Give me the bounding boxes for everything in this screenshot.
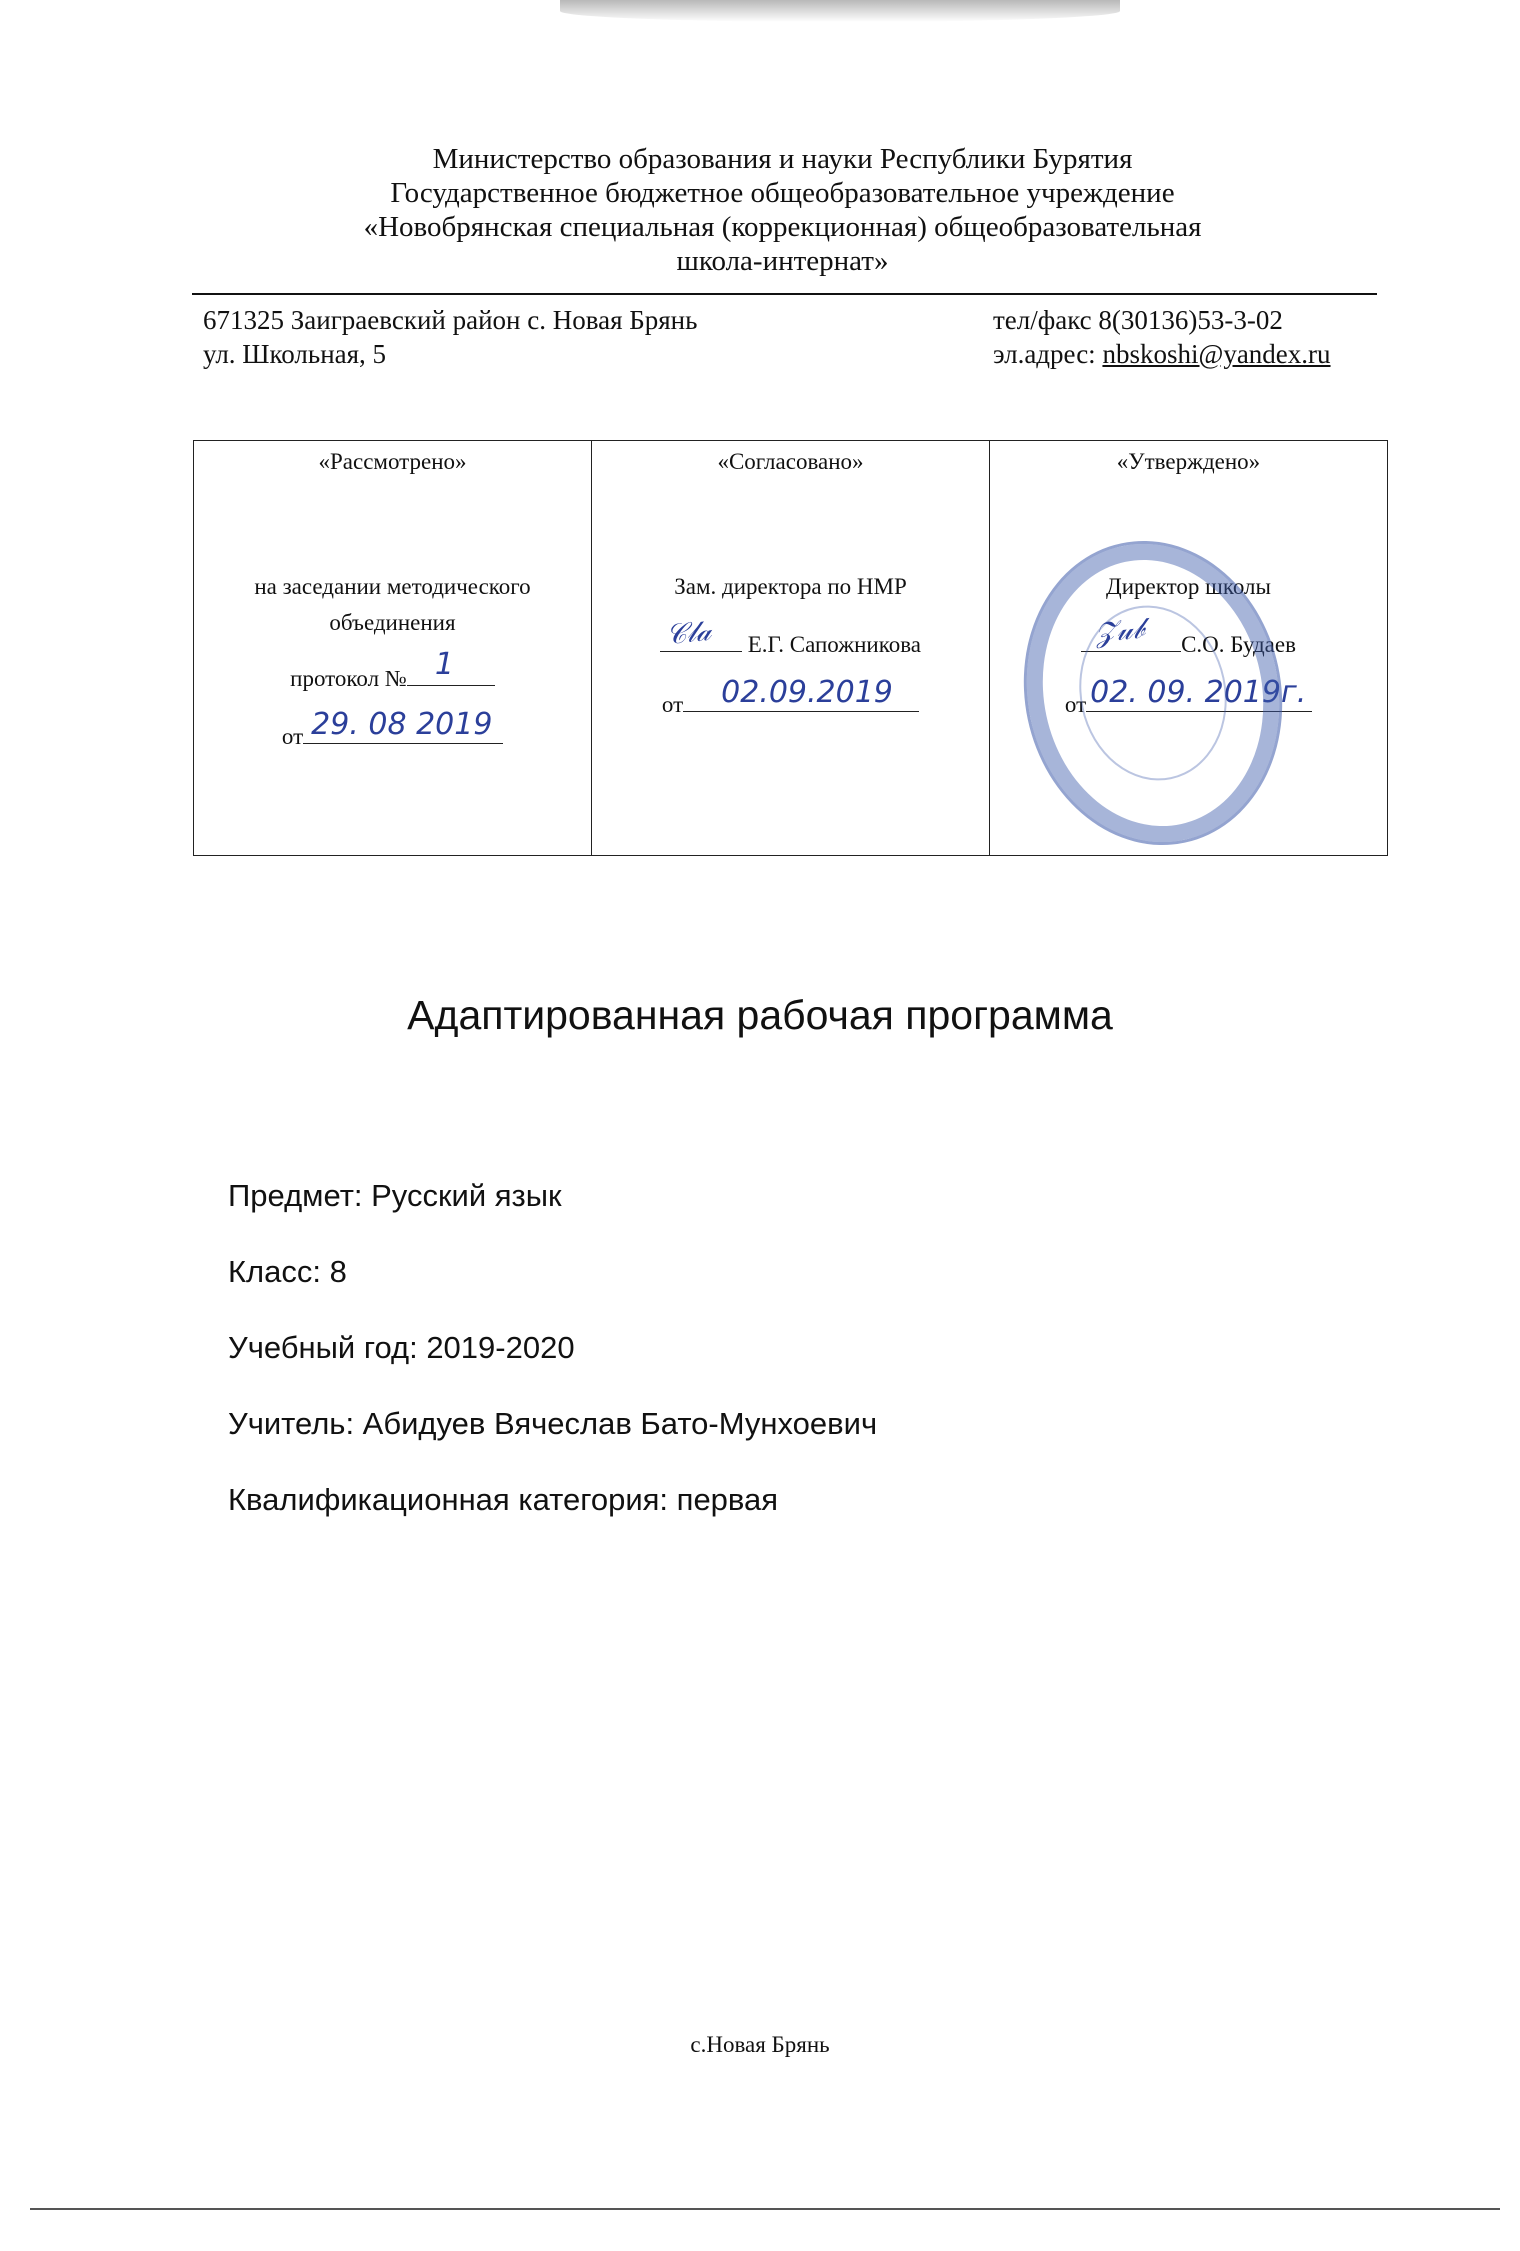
class-line: Класс: 8 xyxy=(228,1254,347,1289)
agreed-cell xyxy=(592,441,990,856)
protocol-label: протокол № xyxy=(290,666,407,691)
considered-date-field xyxy=(303,707,503,744)
agreed-date-label: от xyxy=(661,692,684,717)
approved-signature-row xyxy=(990,611,1387,663)
considered-date-row xyxy=(194,707,591,755)
protocol-row xyxy=(194,647,591,697)
scan-edge-line xyxy=(30,2208,1500,2210)
agreed-heading: «Согласовано» xyxy=(717,449,864,474)
school-year-line: Учебный год: 2019-2020 xyxy=(228,1330,575,1365)
institution-header xyxy=(190,142,1375,278)
agreed-signature-icon: 𝒞𝓁𝒶 xyxy=(664,613,713,652)
agreed-date-handwritten: 02.09.2019 xyxy=(721,675,893,710)
approved-cell xyxy=(990,441,1388,856)
header-line-3: «Новобрянская специальная (коррекционная) общеобразовательная xyxy=(363,211,1202,243)
document-title: Адаптированная рабочая программа xyxy=(407,992,1113,1038)
protocol-field xyxy=(407,647,495,686)
address-line-2: ул. Школьная, 5 xyxy=(203,339,387,369)
approved-heading: «Утверждено» xyxy=(1116,449,1261,474)
email-line xyxy=(993,337,1331,371)
approved-date-row xyxy=(990,675,1387,723)
agreed-date-row xyxy=(592,675,989,723)
approval-table xyxy=(193,440,1388,856)
approved-signature-icon: 𝒵𝓊𝒷 xyxy=(1093,611,1146,650)
protocol-number-handwritten: 1 xyxy=(434,647,454,682)
approved-date-handwritten: 02. 09. 2019г. xyxy=(1090,675,1307,710)
considered-date-handwritten: 29. 08 2019 xyxy=(311,707,493,742)
approved-name: С.О. Будаев xyxy=(1181,632,1296,657)
header-line-1: Министерство образования и науки Республики Бурятия xyxy=(432,143,1133,175)
address-line-1: 671325 Заиграевский район с. Новая Брянь xyxy=(203,305,698,335)
agreed-signature-field xyxy=(660,613,742,652)
considered-line-2: объединения xyxy=(329,610,456,635)
email-link[interactable]: nbskoshi@yandex.ru xyxy=(1102,339,1331,369)
category-line: Квалификационная категория: первая xyxy=(228,1482,779,1517)
considered-line-1: на заседании методического xyxy=(254,574,531,599)
approved-position: Директор школы xyxy=(1106,574,1271,599)
header-line-4: школа-интернат» xyxy=(676,245,889,277)
agreed-position: Зам. директора по НМР xyxy=(674,574,907,599)
agreed-name: Е.Г. Сапожникова xyxy=(747,632,921,657)
contact-info xyxy=(993,303,1331,371)
place-of-issue: с.Новая Брянь xyxy=(690,2032,830,2057)
scan-shadow xyxy=(560,0,1120,22)
email-label: эл.адрес: xyxy=(993,339,1103,369)
approved-date-label: от xyxy=(1064,692,1087,717)
considered-heading: «Рассмотрено» xyxy=(318,449,467,474)
agreed-date-field xyxy=(683,675,919,712)
phone-fax: тел/факс 8(30136)53-3-02 xyxy=(993,305,1283,335)
considered-date-label: от xyxy=(281,724,304,749)
postal-address xyxy=(203,303,697,371)
subject-line: Предмет: Русский язык xyxy=(228,1178,562,1213)
header-line-2: Государственное бюджетное общеобразовательное учреждение xyxy=(390,177,1175,209)
approved-signature-field xyxy=(1081,611,1181,652)
considered-cell xyxy=(194,441,592,856)
header-divider xyxy=(192,293,1377,295)
teacher-line: Учитель: Абидуев Вячеслав Бато-Мунхоевич xyxy=(228,1406,878,1441)
approved-date-field xyxy=(1086,675,1312,712)
agreed-signature-row xyxy=(592,613,989,663)
